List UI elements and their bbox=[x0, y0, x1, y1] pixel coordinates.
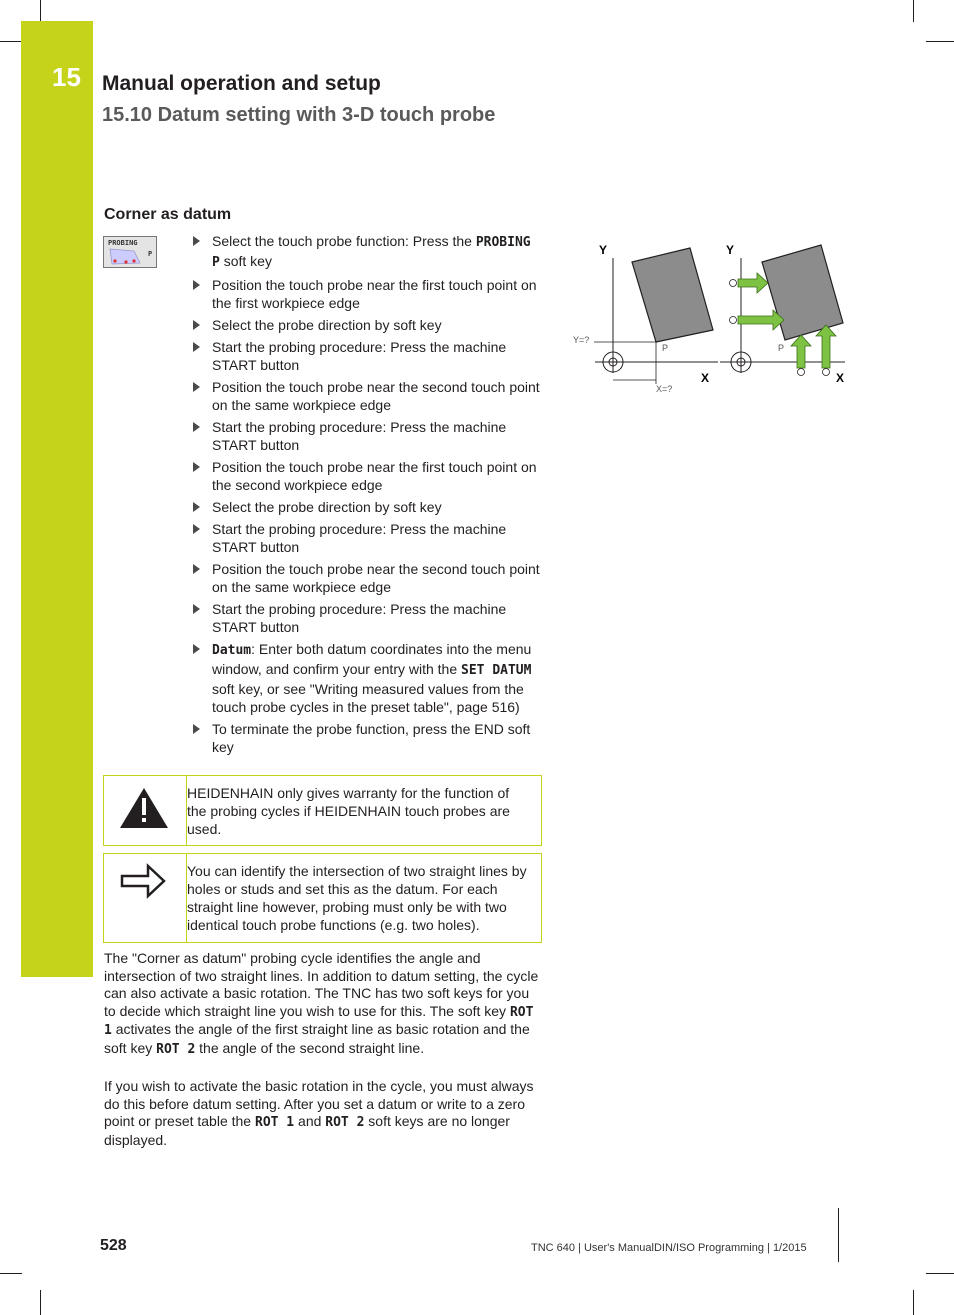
section-heading: Corner as datum bbox=[104, 206, 232, 223]
left-x-measure: X=? bbox=[656, 384, 673, 394]
bullet-triangle-icon bbox=[193, 724, 200, 734]
bullet-triangle-icon bbox=[193, 502, 200, 512]
body-paragraph-2 bbox=[104, 1078, 540, 1149]
right-x-axis-label: X bbox=[836, 371, 845, 385]
right-y-axis-label: Y bbox=[726, 243, 735, 257]
para1-text-b: activates the angle of the first straight line as basic rotation and the soft key bbox=[104, 1021, 530, 1056]
bullet-triangle-icon bbox=[193, 280, 200, 290]
warning-icon bbox=[104, 776, 186, 845]
step-item bbox=[192, 640, 542, 716]
step-item bbox=[192, 458, 542, 494]
step-text: Start the probing procedure: Press the machine START button bbox=[212, 419, 507, 453]
step-text: soft key bbox=[219, 253, 272, 269]
crop-mark bbox=[913, 0, 914, 22]
para1-text-a: The "Corner as datum" probing cycle identifies the angle and intersection of two straight lines. In addition to datum setting, the cycle can also activate a basic rotation. The TNC has two soft keys for you to decide which straight line you wish to use for this. The soft key bbox=[104, 950, 539, 1019]
step-text: Select the touch probe function: Press the bbox=[212, 233, 476, 249]
step-text: Start the probing procedure: Press the machine START button bbox=[212, 339, 507, 373]
footer-text: TNC 640 | User's ManualDIN/ISO Programming | 1/2015 bbox=[531, 1242, 807, 1254]
left-y-axis-label: Y bbox=[599, 243, 608, 257]
bullet-triangle-icon bbox=[193, 382, 200, 392]
step-text: To terminate the probe function, press the END soft key bbox=[212, 721, 531, 755]
chapter-sidebar bbox=[21, 21, 93, 977]
info-icon-area bbox=[104, 854, 187, 942]
step-item bbox=[192, 720, 542, 756]
step-text: Select the probe direction by soft key bbox=[212, 317, 442, 333]
left-y-measure: Y=? bbox=[573, 335, 590, 345]
step-item bbox=[192, 418, 542, 454]
step-item bbox=[192, 316, 542, 334]
crop-mark bbox=[40, 0, 41, 22]
step-text: Select the probe direction by soft key bbox=[212, 499, 442, 515]
bullet-triangle-icon bbox=[193, 564, 200, 574]
step-text: Position the touch probe near the second touch point on the same workpiece edge bbox=[212, 379, 540, 413]
crop-mark bbox=[926, 1273, 954, 1274]
left-x-axis-label: X bbox=[701, 371, 710, 385]
crop-mark bbox=[926, 41, 954, 42]
rot2-keyword: ROT 2 bbox=[325, 1115, 365, 1131]
footer-separator bbox=[838, 1208, 839, 1262]
corner-datum-diagram bbox=[570, 238, 860, 398]
step-item bbox=[192, 378, 542, 414]
step-item bbox=[192, 276, 542, 312]
step-keyword: PROBING P bbox=[212, 235, 531, 270]
step-item bbox=[192, 560, 542, 596]
chapter-title: Manual operation and setup bbox=[102, 72, 381, 95]
step-text: Position the touch probe near the second touch point on the same workpiece edge bbox=[212, 561, 540, 595]
crop-mark bbox=[0, 41, 22, 42]
bullet-triangle-icon bbox=[193, 462, 200, 472]
arrow-right-icon bbox=[104, 854, 186, 942]
bullet-triangle-icon bbox=[193, 644, 200, 654]
crop-mark bbox=[40, 1290, 41, 1315]
step-text: Start the probing procedure: Press the machine START button bbox=[212, 601, 507, 635]
warning-text: HEIDENHAIN only gives warranty for the function of the probing cycles if HEIDENHAIN touch probes are used. bbox=[187, 785, 510, 837]
rot1-keyword: ROT 1 bbox=[104, 1004, 534, 1039]
info-note bbox=[103, 853, 542, 943]
para2-text-b: and bbox=[294, 1113, 326, 1130]
step-item bbox=[192, 232, 542, 272]
info-text: You can identify the intersection of two straight lines by holes or studs and set this as the datum. For each straight line however, probing must only be with two identical touch probe functions (e.g. two holes). bbox=[187, 863, 527, 933]
step-item bbox=[192, 338, 542, 374]
softkey-label: PROBING bbox=[108, 239, 138, 247]
page-number: 528 bbox=[100, 1237, 127, 1254]
bullet-triangle-icon bbox=[193, 422, 200, 432]
step-list bbox=[192, 232, 542, 760]
section-title: 15.10 Datum setting with 3-D touch probe bbox=[102, 104, 496, 126]
warning-icon-area bbox=[104, 776, 187, 845]
para2-text-a: If you wish to activate the basic rotation in the cycle, you must always do this before datum setting. After you set a datum or write to a zero point or preset table the bbox=[104, 1078, 534, 1130]
bullet-triangle-icon bbox=[193, 604, 200, 614]
step-text: Start the probing procedure: Press the machine START button bbox=[212, 521, 507, 555]
crop-mark bbox=[0, 1273, 22, 1274]
probe-graphic-icon bbox=[104, 237, 156, 267]
step-text: Position the touch probe near the first touch point on the second workpiece edge bbox=[212, 459, 537, 493]
crop-mark bbox=[913, 1290, 914, 1315]
bullet-triangle-icon bbox=[193, 342, 200, 352]
step-keyword: Datum bbox=[212, 643, 252, 658]
step-item bbox=[192, 600, 542, 636]
bullet-triangle-icon bbox=[193, 236, 200, 246]
para1-text-c: the angle of the second straight line. bbox=[195, 1039, 425, 1056]
step-item bbox=[192, 520, 542, 556]
step-item bbox=[192, 498, 542, 516]
body-paragraph-1 bbox=[104, 950, 540, 1059]
step-text: : Enter both datum coordinates into the menu window, and confirm your entry with the bbox=[212, 641, 532, 677]
softkey-sublabel: P bbox=[148, 250, 153, 258]
right-point-label: P bbox=[778, 343, 785, 353]
bullet-triangle-icon bbox=[193, 524, 200, 534]
rot1-keyword: ROT 1 bbox=[255, 1115, 295, 1131]
chapter-number: 15 bbox=[52, 62, 81, 92]
step-text: Position the touch probe near the first touch point on the first workpiece edge bbox=[212, 277, 537, 311]
probing-softkey-icon bbox=[103, 236, 157, 268]
para2-text-c: soft keys are no longer displayed. bbox=[104, 1113, 510, 1148]
step-text: soft key, or see "Writing measured values from the touch probe cycles in the preset table", page 516) bbox=[212, 681, 524, 715]
rot2-keyword: ROT 2 bbox=[156, 1041, 196, 1057]
step-keyword: SET DATUM bbox=[461, 663, 532, 678]
warning-note bbox=[103, 775, 542, 846]
bullet-triangle-icon bbox=[193, 320, 200, 330]
left-point-label: P bbox=[662, 343, 669, 353]
